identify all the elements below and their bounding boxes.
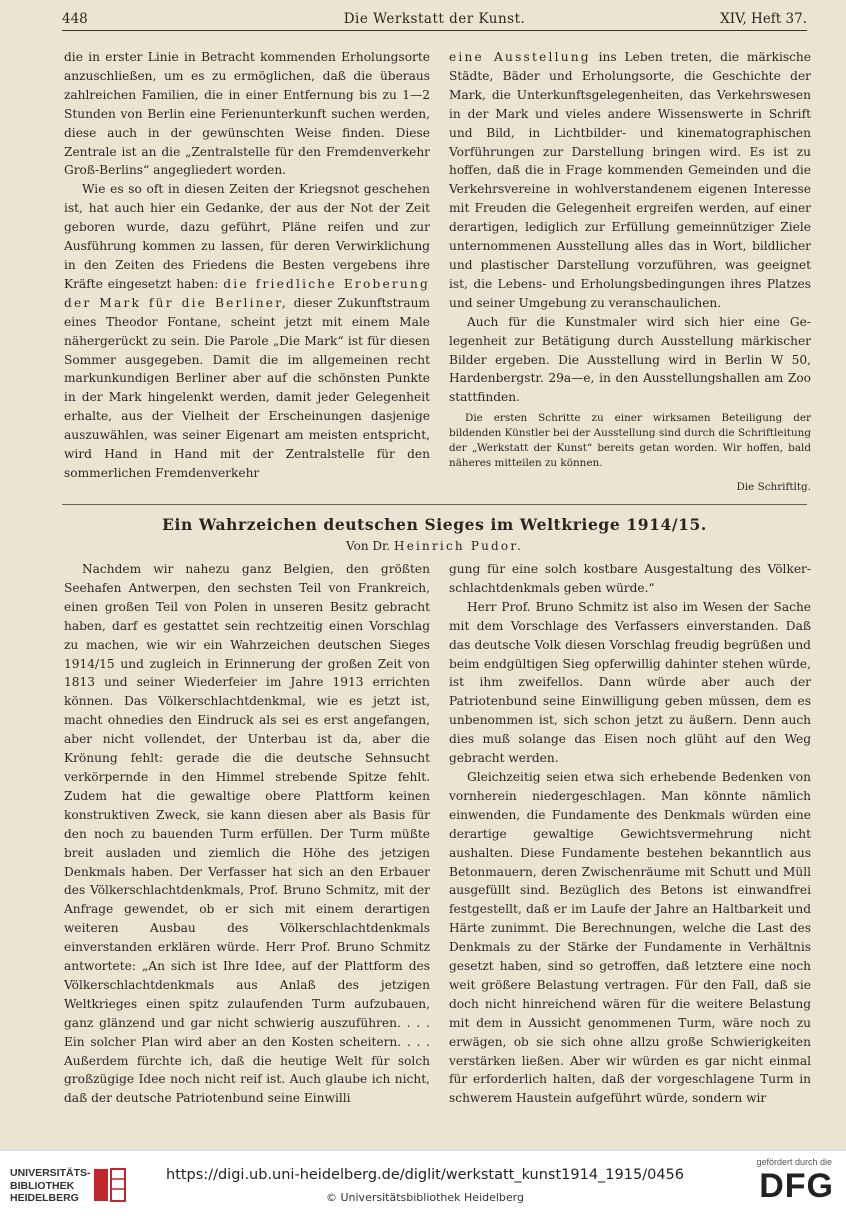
paragraph: die in erster Linie in Betracht kommenden Erholungsorte anzuschließen, um es zu ermöglichen, daß die überaus zahlreichen Familien, die in einer Entfernung bis zu 1—2 Stunden von Berlin eine Ferienunterkunft suchen werden, diese auch in der gewünschten Weise finden. Diese Zentrale ist an die „Zentralstelle für den Fremdenverkehr Groß-Berlins“ angegliedert worden. [64,50,430,178]
article-left-column [64,560,430,1108]
library-emblem-icon [90,1165,130,1205]
page-url-link[interactable]: https://digi.ub.uni-heidelberg.de/diglit/werkstatt_kunst1914_1915/0456 [166,1167,684,1183]
paragraph: Herr Prof. Bruno Schmitz ist also im Wesen der Sache mit dem Vorschlage des Verfassers einverstanden. Daß das deutsche Volk diesen Vorschlag freudig begrüßen und beim endgültigen Sieg opferwillig dahinter stehen würde, ist ihm zweifellos. Dann würde aber auch der Patriotenbund seine Einwilligung geben müssen, dem es unbenommen ist, sich schon jetzt zu äußern. Denn auch dies muß solange das Eisen noch glüht auf den Weg gebracht werden. [449,599,811,766]
author-name: Heinrich Pudor. [394,539,523,553]
byline: Von Dr. Heinrich Pudor. [346,539,523,553]
spaced-emphasis: eine Ausstellung [449,50,591,64]
section-divider [62,504,807,505]
paragraph: gung für eine solch kostbare Ausgestaltung des Völkerschlachtdenkmals geben würde.“ [449,562,811,595]
top-left-column [64,48,430,483]
paragraph: Nachdem wir nahezu ganz Belgien, den größten Seehafen Antwerpen, den sechsten Teil von Frankreich, einen großen Teil von Polen in unseren Besitz gebracht haben, darf es gestattet sein rechtzeitig einen Vorschlag zu machen, wie wir ein Wahrzeichen deutschen Sieges 1914/15 und zugleich in Erinnerung der großen Zeit von 1813 und seiner Wiederfeier im Jahre 1913 errichten können. Das Völkerschlachtdenkmal, wie es jetzt ist, macht ohnedies den Eindruck als sei es erst angefangen, aber nicht vollendet, der Unterbau ist da, aber die Krönung fehlt: gerade die die deutsche Sehnsucht verkörpernde in den Himmel strebende Spitze fehlt. Zudem hat die gewaltige obere Plattform keinen konstruktiven Zweck, sie kann diesen aber als Basis für den noch zu bauenden Turm erfüllen. Der Turm müßte breit ausladen und ziemlich die Höhe des jetzigen Denkmals haben. Der Verfasser hat sich an den Erbauer des Völkerschlachtdenkmals, Prof. Bruno Schmitz, mit der Anfrage gewendet, ob er sich mit einem derartigen weiteren Ausbau des Völkerschlachtdenkmals einverstanden erklären würde. Herr Prof. Bruno Schmitz antwortete: „An sich ist Ihre Idee, auf der Plattform des Völkerschlachtdenkmals aus Anlaß des jetzigen Weltkrieges einen spitz zulaufenden Turm aufzubauen, ganz glänzend und gar nicht schwierig auszuführen. . . . Ein solcher Plan wird aber an den Kosten scheitern. . . . Außerdem fürchte ich, daß die heutige Welt für solch großzügige Idee noch nicht reif ist. Auch glaube ich nicht, daß der deutsche Patriotenbund seine Einwilli [64,562,430,1106]
top-right-column [449,48,811,495]
copyright-notice: © Universitätsbibliothek Heidelberg [325,1191,524,1204]
running-header [62,8,807,31]
issue-label: XIV, Heft 37. [720,11,807,27]
paragraph: Wie es so oft in diesen Zeiten der Kriegsnot geschehen ist, hat auch hier ein Gedanke, der aus der Not der Zeit geboren wurde, dazu geführt, Pläne reifen und zur Ausführung kommen zu lassen, für deren Verwirklichung in den Zeiten des Friedens die Besten vergebens ihre Kräfte eingesetzt haben: die friedliche Eroberung der Mark für die Berliner, dieser Zukunftstraum eines Theodor Fontane, scheint jetzt mit einem Male nähergerückt zu sein. Die Parole „Die Mark“ ist für diesen Sommer ausgegeben. Damit die im allgemeinen recht markunkundigen Berliner aber auf die schönsten Punkte in der Mark hingelenkt werden, damit jeder Gelegenheit erhalte, aus der Vielheit der Erscheinungen dasjenige auszuwählen, was seiner Eigenart am meisten entspricht, wird Hand in Hand mit der Zentralstelle für den sommerlichen Fremdenverkehr [64,182,431,480]
funded-by-label: gefördert durch die [756,1157,832,1167]
logo-text: UNIVERSITÄTS- BIBLIOTHEK HEIDELBERG [10,1167,91,1204]
article-title: Ein Wahrzeichen deutschen Sieges im Weltkriege 1914/15. [162,515,707,534]
signature: Die Schriftltg. [736,481,811,494]
paragraph: eine Ausstellung ins Leben treten, die märkische Städte, Bäder und Erholungsorte, die Geschichte der Mark, die Unterkunftsgelegenheiten, das Verkehrswesen in der Mark und vieles andere Wissenswerte in Schrift und Bild, in Lichtbilder- und kinematographischen Vorführungen zur Darstellung bringen wird. Es ist zu hoffen, daß die in Frage kommenden Gemeinden und die Verkehrsvereine in wohlverstandenem eigenen Interesse mit Freuden die Gelegenheit ergreifen werden, auf einer derartigen, lediglich zur Erfüllung gemeinnütziger Ziele unternommenen Ausstellung alles das in Wort, bildlicher und plastischer Darstellung vorzuführen, was geeignet ist, die Lebens- und Erholungsbedingungen ihres Platzes und seiner Umgebung zu veranschaulichen. [449,50,811,310]
article-right-column [449,560,811,1108]
editorial-note: Die ersten Schritte zu einer wirksamen Beteiligung der bildenden Künstler bei der Ausstellung sind durch die Schriftleitung der „Werkstatt der Kunst“ bereits getan worden. Wir hoffen, bald näheres mitteilen zu können. [449,412,811,470]
spaced-emphasis: die friedliche Eroberung der Mark für die Berliner, [64,276,431,310]
paragraph: Auch für die Kunstmaler wird sich hier eine Gelegenheit zur Betätigung durch Ausstellung märkischer Bilder ergeben. Die Ausstellung wird in Berlin W 50, Hardenbergstr. 29a—e, in den Ausstellungshallen am Zoo stattfinden. [449,314,811,405]
dfg-wordmark: DFG [759,1167,834,1205]
page-number: 448 [62,11,88,27]
dfg-logo[interactable] [724,1157,834,1209]
paragraph: Gleichzeitig seien etwa sich erhebende Bedenken von vornherein niedergeschlagen. Man könnte nämlich einwenden, die Fundamente des Denkmals würden eine derartige gewaltige Gewichtsvermehrung nicht aushalten. Diese Fundamente bestehen bekanntlich aus Betonmauern, deren Zwischenräume mit Schutt und Müll ausgefüllt sind. Bezüglich des Betons ist einwandfrei festgestellt, daß er im Laufe der Jahre an Haltbarkeit und Härte zunimmt. Die Berechnungen, welche die Last des Denkmals zu der Stärke der Fundamente in Verhältnis gesetzt haben, sind so getroffen, daß letztere eine noch weit größere Belastung vertragen. Für den Fall, daß sie doch nicht hinreichend wären für die weitere Belastung mit dem in Aussicht genommenen Turm, wäre noch zu erwägen, ob sie sich ohne allzu große Schwierigkeiten verstärken ließen. Aber wir würden es gar nicht einmal für erforderlich halten, daß der vorgeschlagene Turm in schwerem Haustein aufgeführt würde, sondern wir [449,769,811,1106]
journal-title: Die Werkstatt der Kunst. [343,11,526,27]
viewer-footer [0,1150,846,1216]
